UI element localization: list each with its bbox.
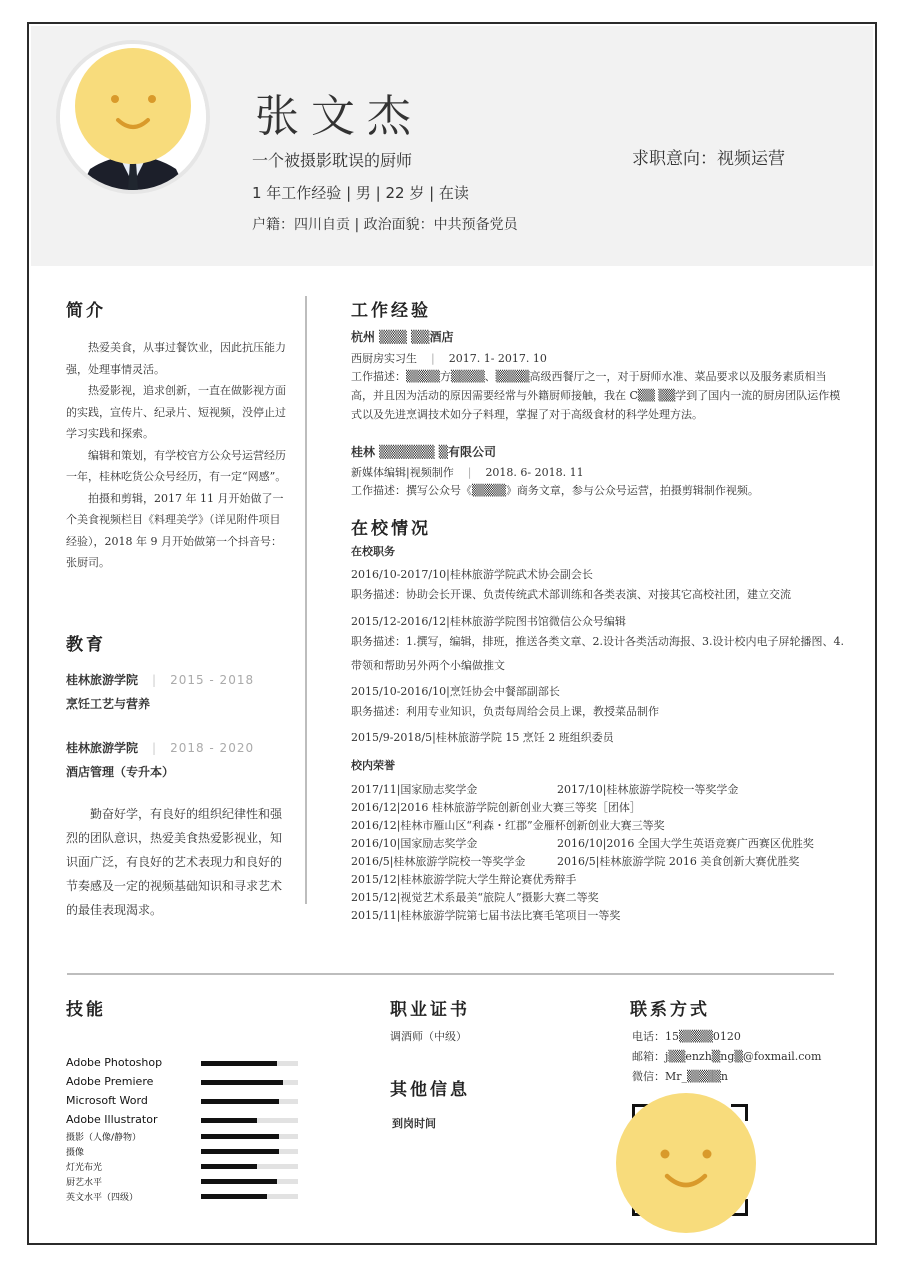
contact-title: 联系方式 (630, 1000, 710, 1020)
edu-item (66, 671, 254, 688)
intro-paragraph: 热爱美食，从事过餐饮业，因此抗压能力强，处理事情灵活。 (66, 341, 286, 376)
skill-level-bar (201, 1179, 298, 1184)
skill-level-fill (201, 1080, 283, 1085)
work-title: 工作经验 (351, 301, 431, 321)
edu-major: 烹饪工艺与营养 (66, 697, 151, 711)
contact-phone: 电话：15▒▒▒▒0120 (632, 1030, 741, 1043)
skill-level-bar (201, 1149, 298, 1154)
skill-name: Adobe Photoshop (66, 1056, 163, 1069)
education-title: 教育 (66, 635, 106, 655)
skill-level-fill (201, 1134, 279, 1139)
job-description: 工作描述：撰写公众号《▒▒▒▒》商务文章，参与公众号运营，拍摄剪辑制作视频。 (351, 484, 759, 497)
skill-level-fill (201, 1061, 277, 1066)
duty-line: 2015/10-2016/10|烹饪协会中餐部副部长 (351, 685, 560, 698)
skill-level-bar (201, 1194, 298, 1199)
skill-name: 摄影（人像/静物） (66, 1133, 142, 1143)
intro-text (66, 337, 288, 574)
job-separator: | (467, 466, 472, 479)
job-company: 桂林 ▒▒▒▒▒▒ ▒有限公司 (351, 445, 496, 459)
skills-title: 技能 (66, 1000, 106, 1020)
honor-item: 2016/12|桂林市雁山区“利森・红郡”金雁杯创新创业大赛三等奖 (351, 819, 665, 832)
basic-info: 1 年工作经验 | 男 | 22 岁 | 在读 (252, 184, 469, 202)
job-title-line (351, 350, 547, 366)
edu-major: 酒店管理（专升本） (66, 765, 175, 779)
cert-item: 调酒师（中级） (390, 1030, 467, 1043)
contact-email: 邮箱：j▒▒enzh▒ng▒@foxmail.com (632, 1050, 822, 1063)
duty-line: 2016/10-2017/10|桂林旅游学院武术协会副会长 (351, 568, 593, 581)
skill-level-bar (201, 1061, 298, 1066)
skill-name: 厨艺水平 (66, 1178, 103, 1188)
honor-item: 2015/12|视觉艺术系最美“旅院人”摄影大赛二等奖 (351, 891, 599, 904)
certs-title: 职业证书 (390, 1000, 470, 1020)
honor-item: 2016/10|2016 全国大学生英语竞赛广西赛区优胜奖 (557, 837, 814, 850)
skill-level-fill (201, 1118, 257, 1123)
skill-name: Microsoft Word (66, 1094, 148, 1107)
job-intent: 求职意向：视频运营 (632, 149, 785, 169)
job-description: 工作描述：▒▒▒▒方▒▒▒▒、▒▒▒▒高级西餐厅之一，对于厨师水准、菜品要求以及服务素质相当高，并且因为活动的原因需要经常与外籍厨师接触，我在 C▒▒ ▒▒学到了国内一流的厨房团队运作模式以及先进烹调技术如分子料理，掌握了对于高级食材的科学处理方法。 (351, 370, 841, 421)
intro-paragraph: 拍摄和剪辑，2017 年 11 月开始做了一个美食视频栏目《料理美学》（详见附件项目经验），2018 年 9 月开始做第一个抖音号：张厨司。 (66, 491, 284, 569)
duty-description: 职务描述：利用专业知识，负责每周给会员上课，教授菜品制作 (351, 705, 659, 718)
skill-name: Adobe Premiere (66, 1075, 154, 1088)
skill-level-fill (201, 1194, 267, 1199)
job-separator: | (431, 352, 435, 365)
job-title-line (351, 464, 584, 480)
skill-level-bar (201, 1118, 298, 1123)
honor-item: 2015/12|桂林旅游学院大学生辩论赛优秀辩手 (351, 873, 577, 886)
job-company: 杭州 ▒▒▒ ▒▒酒店 (351, 330, 454, 344)
self-evaluation: 勤奋好学，有良好的组织纪律性和强烈的团队意识，热爱美食热爱影视业，知识面广泛，有良好的艺术表现力和良好的节奏感及一定的视频基础知识和寻求艺术的最佳表现渴求。 (66, 807, 283, 917)
skill-level-bar (201, 1164, 298, 1169)
duty-description: 职务描述：协助会长开课、负责传统武术部训练和各类表演、对接其它高校社团，建立交流 (351, 588, 791, 601)
skill-level-bar (201, 1080, 298, 1085)
skill-name: 英文水平（四级） (66, 1193, 139, 1203)
arrival-time-label: 到岗时间 (392, 1117, 436, 1130)
edu-item (66, 739, 254, 756)
skill-name: Adobe Illustrator (66, 1113, 158, 1126)
intro-paragraph: 编辑和策划，有学校官方公众号运营经历一年，桂林吃货公众号经历，有一定“网感”。 (66, 448, 287, 483)
smiley-icon (615, 1092, 757, 1234)
skill-level-fill (201, 1164, 257, 1169)
candidate-name: 张文杰 (255, 91, 423, 142)
avatar (60, 44, 206, 190)
honor-item: 2016/5|桂林旅游学院校一等奖学金 (351, 855, 526, 868)
intro-title: 简介 (66, 301, 106, 321)
edu-years: 2018 - 2020 (170, 741, 255, 755)
duty-line: 2015/12-2016/12|桂林旅游学院图书馆微信公众号编辑 (351, 615, 626, 628)
duties-title: 在校职务 (351, 545, 395, 558)
other-title: 其他信息 (390, 1080, 470, 1100)
skill-level-bar (201, 1134, 298, 1139)
job-period: 2018. 6- 2018. 11 (485, 466, 584, 479)
skill-name: 摄像 (66, 1148, 85, 1158)
job-position: 西厨房实习生 (351, 352, 417, 365)
avatar-photo (60, 44, 206, 190)
honor-item: 2015/11|桂林旅游学院第七届书法比赛毛笔项目一等奖 (351, 909, 621, 922)
column-divider (305, 296, 307, 904)
skill-name: 灯光布光 (66, 1163, 103, 1173)
edu-separator: | (152, 673, 157, 687)
tagline: 一个被摄影耽误的厨师 (252, 151, 413, 170)
intro-paragraph: 热爱影视，追求创新，一直在做影视方面的实践，宣传片、纪录片、短视频，没停止过学习实践和探索。 (66, 384, 286, 440)
contact-wechat: 微信：Mr_▒▒▒▒n (632, 1070, 728, 1083)
skill-level-fill (201, 1099, 279, 1104)
duty-description: 职务描述：1.撰写，编辑，排班，推送各类文章、2.设计各类活动海报、3.设计校内电子屏轮播图、4.带领和帮助另外两个小编做推文 (351, 635, 844, 672)
skill-level-bar (201, 1099, 298, 1104)
honors-title: 校内荣誉 (351, 759, 395, 772)
edu-separator: | (152, 741, 157, 755)
edu-school: 桂林旅游学院 (66, 741, 139, 755)
job-position: 新媒体编辑|视频制作 (351, 466, 454, 479)
edu-years: 2015 - 2018 (170, 673, 255, 687)
honor-item: 2016/10|国家励志奖学金 (351, 837, 478, 850)
section-divider (67, 973, 834, 975)
honor-item: 2017/10|桂林旅游学院校一等奖学金 (557, 783, 739, 796)
household-info: 户籍：四川自贡 | 政治面貌：中共预备党员 (252, 217, 518, 233)
honor-item: 2016/5|桂林旅游学院 2016 美食创新大赛优胜奖 (557, 855, 800, 868)
campus-title: 在校情况 (351, 519, 431, 539)
job-period: 2017. 1- 2017. 10 (448, 352, 547, 365)
honor-item: 2016/12|2016 桂林旅游学院创新创业大赛三等奖［团体］ (351, 801, 641, 814)
edu-school: 桂林旅游学院 (66, 673, 139, 687)
honor-item: 2017/11|国家励志奖学金 (351, 783, 478, 796)
skill-level-fill (201, 1179, 277, 1184)
skill-level-fill (201, 1149, 279, 1154)
duty-line: 2015/9-2018/5|桂林旅游学院 15 烹饪 2 班组织委员 (351, 731, 614, 744)
